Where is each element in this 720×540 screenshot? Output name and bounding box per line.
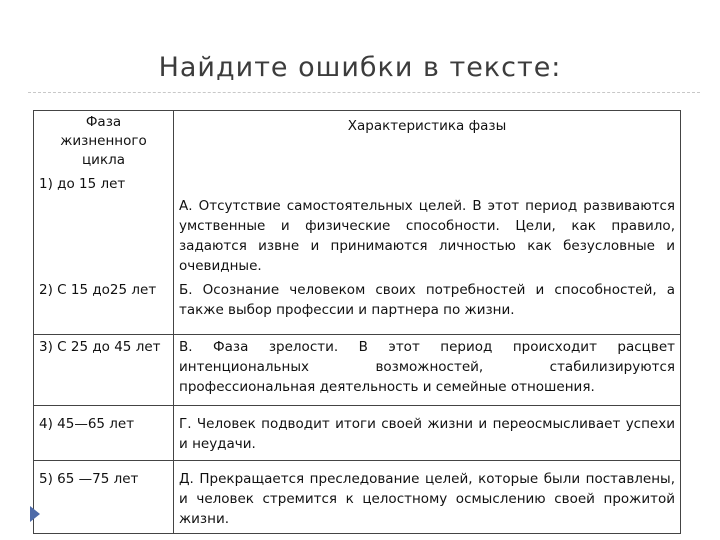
table-row bbox=[34, 461, 681, 534]
header-phase-line: цикла bbox=[81, 152, 126, 168]
description-cell: Б. Осознание человеком своих потребностей и способностей, а также выбор профессии и партнера по жизни. bbox=[174, 278, 681, 335]
phase-cell: 3) С 25 до 45 лет bbox=[34, 335, 174, 406]
header-phase-cell bbox=[34, 111, 174, 173]
phase-cell: 1) до 15 лет bbox=[34, 172, 174, 196]
table-header-row bbox=[34, 111, 681, 173]
header-description-label: Характеристика фазы bbox=[347, 118, 507, 134]
description-cell: А. Отсутствие самостоятельных целей. В этот период развиваются умственные и физические способности. Цели, как правило, задаются извне и принимаются личностью как безусловные и очевидные. bbox=[174, 196, 681, 278]
description-cell: Г. Человек подводит итоги своей жизни и переосмысливает успехи и неудачи. bbox=[174, 406, 681, 461]
next-slide-arrow-icon[interactable] bbox=[30, 506, 40, 522]
description-cell: В. Фаза зрелости. В этот период происходит расцвет интенциональных возможностей, стабилизируются профессиональная деятельность и семейные отношения. bbox=[174, 335, 681, 406]
description-cell: Д. Прекращается преследование целей, которые были поставлены, и человек стремится к целостному осмыслению своей прожитой жизни. bbox=[174, 461, 681, 534]
header-phase-line: жизненного bbox=[60, 133, 147, 149]
table-row bbox=[34, 196, 681, 278]
life-phase-table bbox=[33, 110, 681, 534]
header-phase-line: Фаза bbox=[85, 114, 122, 130]
table-row bbox=[34, 278, 681, 335]
table-row bbox=[34, 406, 681, 461]
title-divider bbox=[28, 92, 700, 93]
phase-cell: 2) С 15 до25 лет bbox=[34, 278, 174, 335]
phase-cell-spacer bbox=[34, 196, 174, 278]
table-row bbox=[34, 335, 681, 406]
page-title: Найдите ошибки в тексте: bbox=[158, 52, 562, 83]
phase-cell: 5) 65 —75 лет bbox=[34, 461, 174, 534]
header-description-cell bbox=[174, 111, 681, 197]
phase-cell: 4) 45—65 лет bbox=[34, 406, 174, 461]
